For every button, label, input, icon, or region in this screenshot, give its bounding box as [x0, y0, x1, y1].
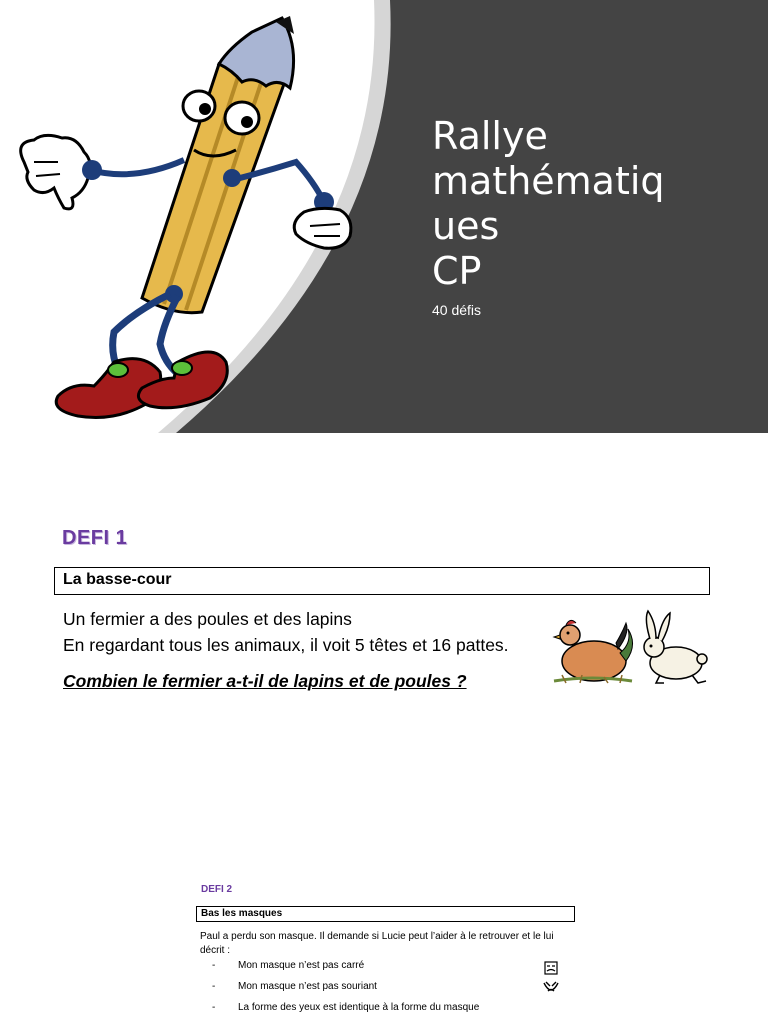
defi-2-title-box [196, 906, 575, 922]
defi-1-slide [0, 433, 768, 853]
pencil-mascot-icon [14, 12, 364, 422]
defi-2-heading: DEFI 2 [201, 884, 233, 895]
smiling-face-icon [542, 979, 560, 997]
list-dash: - [212, 1002, 216, 1013]
rabbit-icon [644, 611, 707, 683]
defi-1-title: La basse-cour [63, 571, 172, 588]
hen-icon [554, 620, 633, 683]
defi-2-slide [190, 876, 580, 1024]
presentation-subtitle: 40 défis [432, 302, 482, 318]
presentation-title: Rallye mathématiq ues CP [432, 114, 665, 293]
list-item-text: Mon masque n’est pas souriant [238, 981, 377, 992]
title-slide [0, 0, 768, 433]
right-glove-icon [294, 208, 351, 248]
defi-2-title: Bas les masques [201, 908, 283, 919]
defi-1-question: Combien le fermier a-t-il de lapins et de poules ? [63, 671, 467, 691]
defi-1-title-box [54, 567, 710, 595]
defi-2-intro: Paul a perdu son masque. Il demande si Lucie peut l’aider à le retrouver et le lui décrit : [200, 931, 554, 956]
list-item-text: Mon masque n’est pas carré [238, 960, 365, 971]
defi-1-statement-line-1: Un fermier a des poules et des lapins [63, 609, 352, 629]
red-shoes-icon [56, 352, 227, 418]
square-face-icon [542, 960, 560, 978]
farm-animals-illustration [552, 609, 712, 689]
list-item-text: La forme des yeux est identique à la forme du masque [238, 1002, 480, 1013]
defi-1-heading: DEFI 1 [62, 527, 128, 549]
left-glove-icon [21, 135, 91, 208]
defi-1-statement-line-2: En regardant tous les animaux, il voit 5 têtes et 16 pattes. [63, 635, 509, 655]
list-dash: - [212, 960, 216, 971]
list-dash: - [212, 981, 216, 992]
